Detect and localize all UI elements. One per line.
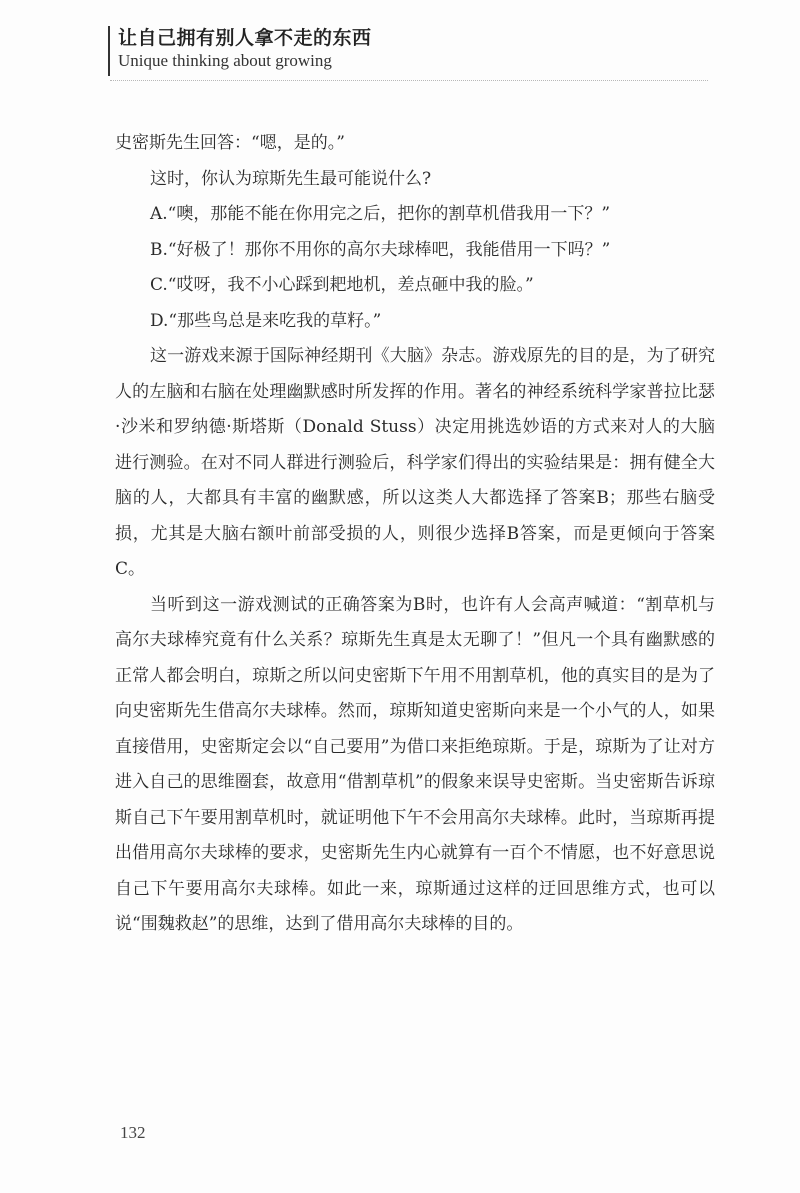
page-number: 132 xyxy=(120,1123,146,1142)
running-header xyxy=(108,26,372,76)
option-d: D.“那些鸟总是来吃我的草籽。” xyxy=(150,310,382,331)
option-a: A.“噢，那能不能在你用完之后，把你的割草机借我用一下？” xyxy=(150,204,611,224)
option-c: C.“哎呀，我不小心踩到耙地机，差点砸中我的脸。” xyxy=(150,275,534,295)
paragraph-study-origin: 这一游戏来源于国际神经期刊《大脑》杂志。游戏原先的目的是，为了研究人的左脑和右脑在处理幽默感时所发挥的作用。著名的神经系统科学家普拉比瑟·沙米和罗纳德·斯塔斯（Donald Stuss）决定用挑选妙语的方式来对人的大脑进行测验。在对不同人群进行测验后，科学家们得出的实验结果是：拥有健全大脑的人，大都具有丰富的幽默感，所以这类人大都选择了答案B；那些右脑受损，尤其是大脑右额叶前部受损的人，则很少选择B答案，而是更倾向于答案C。 xyxy=(115,346,715,579)
paragraph-question: 这时，你认为琼斯先生最可能说什么? xyxy=(150,168,432,189)
header-subtitle: Unique thinking about growing xyxy=(118,51,332,70)
paragraph-explanation: 当听到这一游戏测试的正确答案为B时，也许有人会高声喊道：“割草机与高尔夫球棒究竟有什么关系？琼斯先生真是太无聊了！”但凡一个具有幽默感的正常人都会明白，琼斯之所以问史密斯下午用不用割草机，他的真实目的是为了向史密斯先生借高尔夫球棒。然而，琼斯知道史密斯向来是一个小气的人，如果直接借用，史密斯定会以“自己要用”为借口来拒绝琼斯。于是，琼斯为了让对方进入自己的思维圈套，故意用“借割草机”的假象来误导史密斯。当史密斯告诉琼斯自己下午要用割草机时，就证明他下午不会用高尔夫球棒。此时，当琼斯再提出借用高尔夫球棒的要求，史密斯先生内心就算有一百个不情愿，也不好意思说自己下午要用高尔夫球棒。如此一来，琼斯通过这样的迂回思维方式，也可以说“围魏救赵”的思维，达到了借用高尔夫球棒的目的。 xyxy=(115,594,715,934)
body-text xyxy=(115,126,715,943)
option-b: B.“好极了！那你不用你的高尔夫球棒吧，我能借用一下吗？” xyxy=(150,239,611,260)
header-title: 让自己拥有别人拿不走的东西 xyxy=(118,27,372,49)
paragraph-smith-reply: 史密斯先生回答：“嗯，是的。” xyxy=(115,133,345,153)
header-divider xyxy=(110,80,708,81)
